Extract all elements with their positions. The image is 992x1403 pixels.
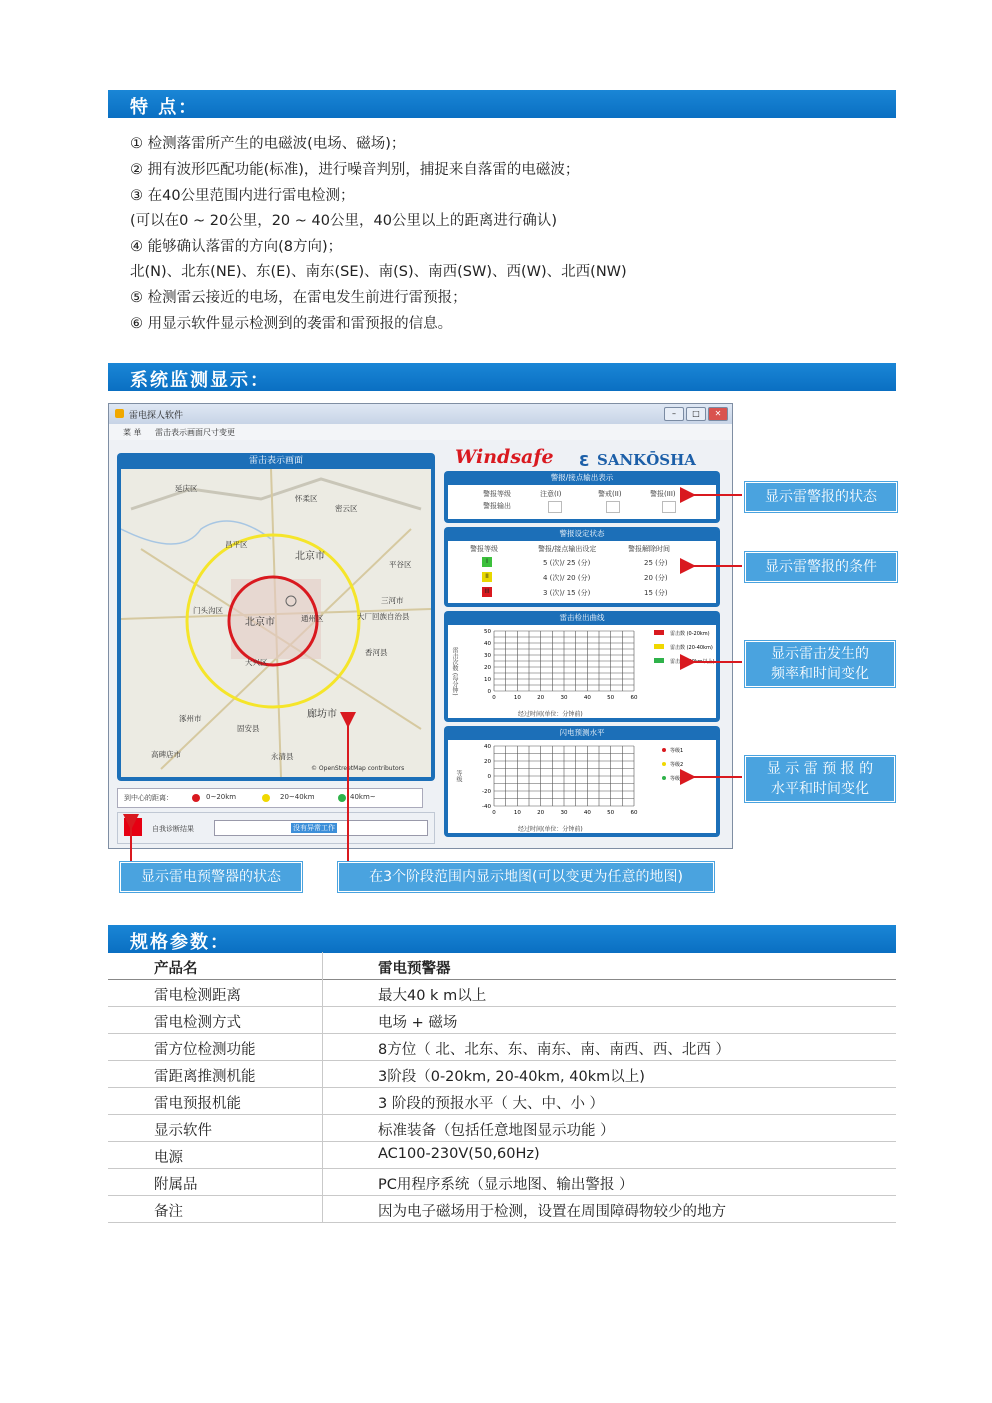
map-place-label: 昌平区 xyxy=(225,540,248,549)
y-tick-label: 10 xyxy=(484,677,491,683)
spec-key: 附属品 xyxy=(154,1177,198,1193)
level-alarm: 警报(III) xyxy=(650,490,676,498)
spec-divider xyxy=(322,1141,323,1168)
legend-label: 雷击数 (20-40km) xyxy=(670,645,713,651)
diag-label: 自我诊断结果 xyxy=(152,825,194,833)
y-tick-label: -20 xyxy=(482,789,491,795)
app-icon xyxy=(115,409,124,418)
level-badge: I xyxy=(482,557,492,567)
spec-key: 显示软件 xyxy=(154,1123,212,1139)
release-value: 20 (分) xyxy=(644,574,668,582)
x-tick-label: 30 xyxy=(560,810,568,816)
legend-dot-red xyxy=(192,794,200,802)
spec-row xyxy=(108,1168,896,1196)
x-tick-label: 10 xyxy=(513,810,521,816)
diag-value: 没有异常工作 xyxy=(293,824,335,832)
map-credit: © OpenStreetMap contributors xyxy=(311,765,405,772)
map-place-label: 高碑店市 xyxy=(151,750,181,759)
map-place-label: 香河县 xyxy=(365,648,388,657)
specs-title: 规格参数： xyxy=(130,932,230,953)
level-badge: II xyxy=(482,572,492,582)
y-tick-label: 0 xyxy=(487,774,491,780)
feature-line: ③ 在40公里范围内进行雷电检测； xyxy=(130,188,355,204)
spec-row xyxy=(108,1114,896,1142)
spec-value: 电场 + 磁场 xyxy=(378,1015,458,1031)
setting-header-level: 警报等级 xyxy=(470,545,498,553)
spec-divider xyxy=(322,1087,323,1114)
app-window-screenshot xyxy=(108,403,733,849)
x-tick-label: 0 xyxy=(492,810,496,816)
y-tick-label: 30 xyxy=(484,653,491,659)
legend-0-20: 0~20km xyxy=(206,793,237,801)
map-place-label: 大兴区 xyxy=(245,658,268,667)
y-tick-label: 20 xyxy=(484,759,491,765)
spec-row xyxy=(108,1195,896,1223)
spec-key: 雷电预报机能 xyxy=(154,1096,241,1112)
spec-value: 标准装备（包括任意地图显示功能 ） xyxy=(378,1123,615,1139)
legend-label: 雷击数 (0-20km) xyxy=(670,631,710,637)
strike-xlabel: 经过时间(单位：分钟前) xyxy=(518,711,583,718)
y-tick-label: 0 xyxy=(487,689,491,695)
spec-divider xyxy=(322,979,323,1006)
spec-divider xyxy=(322,952,323,979)
forecast-chart xyxy=(448,740,716,833)
legend-label: 等级3 xyxy=(670,776,684,782)
callout-alarm-conditions: 显示雷警报的条件 xyxy=(745,552,897,582)
spec-divider xyxy=(322,1168,323,1195)
map-panel-title: 雷击表示画面 xyxy=(248,456,303,466)
warn-setting-body xyxy=(448,541,716,603)
diag-field xyxy=(214,820,428,836)
y-tick-label: 20 xyxy=(484,665,491,671)
map-view[interactable] xyxy=(121,469,431,777)
callout-alarm-status: 显示雷警报的状态 xyxy=(745,482,897,512)
warn-output-label: 警报输出 xyxy=(483,502,511,510)
map-place-label: 北京市 xyxy=(245,617,275,628)
y-tick-label: 50 xyxy=(484,629,491,635)
spec-value: 因为电子磁场用于检测，设置在周围障碍物较少的地方 xyxy=(378,1204,726,1220)
output-box-3 xyxy=(662,501,676,513)
setting-value: 3 (次)/ 15 (分) xyxy=(543,589,591,597)
legend-marker xyxy=(654,644,664,649)
spec-key: 产品名 xyxy=(154,961,198,977)
x-tick-label: 50 xyxy=(607,695,615,701)
warn-setting-panel xyxy=(444,527,720,607)
setting-value: 4 (次)/ 20 (分) xyxy=(543,574,591,582)
spec-value: PC用程序系统（显示地图、输出警报 ） xyxy=(378,1177,634,1193)
spec-key: 雷电检测距离 xyxy=(154,988,241,1004)
feature-line: ⑤ 检测雷云接近的电场，在雷电发生前进行雷预报； xyxy=(130,290,467,306)
forecast-xlabel: 经过时间(单位：分钟前) xyxy=(518,826,583,833)
y-tick-label: -40 xyxy=(482,804,491,810)
spec-divider xyxy=(322,1033,323,1060)
maximize-button[interactable]: □ xyxy=(686,407,706,421)
sankosha-logo-icon: Ɛ xyxy=(579,452,590,470)
spec-key: 雷距离推测机能 xyxy=(154,1069,256,1085)
output-box-2 xyxy=(606,501,620,513)
spec-key: 备注 xyxy=(154,1204,183,1220)
y-tick-label: 40 xyxy=(484,641,491,647)
feature-line: (可以在0 ~ 20公里，20 ~ 40公里，40公里以上的距离进行确认) xyxy=(130,213,558,229)
warn-setting-title: 警报设定状态 xyxy=(559,529,605,538)
level-alert: 警戒(II) xyxy=(598,490,622,498)
release-value: 15 (分) xyxy=(644,589,668,597)
strike-curve-title: 雷击检出曲线 xyxy=(559,613,605,622)
windsafe-logo: Windsafe xyxy=(455,446,554,468)
map-place-label: 固安县 xyxy=(237,724,260,733)
features-header xyxy=(108,90,896,118)
spec-value: 雷电预警器 xyxy=(378,961,451,977)
map-place-label: 密云区 xyxy=(335,504,358,513)
spec-value: 3 阶段的预报水平（ 大、中、小 ） xyxy=(378,1096,605,1112)
specs-header xyxy=(108,925,896,953)
strike-chart xyxy=(448,625,716,718)
warn-level-label: 警报等级 xyxy=(483,490,511,498)
sankosha-logo: SANKŌSHA xyxy=(597,451,696,469)
map-panel xyxy=(117,453,435,781)
y-tick-label: 40 xyxy=(484,744,491,750)
app-titlebar xyxy=(109,404,732,424)
spec-row xyxy=(108,1141,896,1169)
diag-box xyxy=(117,812,435,844)
monitor-title: 系统监测显示： xyxy=(130,370,270,391)
x-tick-label: 40 xyxy=(583,695,591,701)
forecast-panel xyxy=(444,726,720,837)
feature-line: ⑥ 用显示软件显示检测到的袭雷和雷预报的信息。 xyxy=(130,316,453,332)
spec-value: 3阶段（0-20km, 20-40km, 40km以上) xyxy=(378,1069,645,1085)
legend-marker xyxy=(654,658,664,663)
callout-strike-frequency: 显示雷击发生的频率和时间变化 xyxy=(745,641,895,687)
x-tick-label: 10 xyxy=(513,695,521,701)
spec-value: 最大40 k m以上 xyxy=(378,988,487,1004)
x-tick-label: 60 xyxy=(630,810,638,816)
strike-ylabel: 雷击次数 (每分钟) xyxy=(451,647,458,696)
map-place-label: 永清县 xyxy=(271,752,294,761)
map-place-label: 大厂回族自治县 xyxy=(357,612,410,621)
forecast-ylabel: 等级 xyxy=(455,770,462,782)
monitor-header xyxy=(108,363,896,391)
spec-value: 8方位（ 北、北东、东、南东、南、南西、西、北西 ） xyxy=(378,1042,730,1058)
x-tick-label: 60 xyxy=(630,695,638,701)
legend-label: 雷击数 (40km以上) xyxy=(670,659,715,665)
strike-curve-panel xyxy=(444,611,720,722)
minimize-button[interactable]: – xyxy=(664,407,684,421)
release-value: 25 (分) xyxy=(644,559,668,567)
x-tick-label: 50 xyxy=(607,810,615,816)
distance-legend xyxy=(117,788,423,808)
legend-marker xyxy=(662,748,666,752)
forecast-body xyxy=(448,740,716,833)
distance-label: 到中心的距离： xyxy=(124,794,173,802)
strike-curve-body xyxy=(448,625,716,718)
setting-header-release: 警报解除时间 xyxy=(628,545,670,553)
spec-divider xyxy=(322,1060,323,1087)
spec-row xyxy=(108,1033,896,1061)
warn-output-body xyxy=(448,485,716,519)
legend-20-40: 20~40km xyxy=(280,793,315,801)
level-badge: III xyxy=(482,587,492,597)
setting-value: 5 (次)/ 25 (分) xyxy=(543,559,591,567)
x-tick-label: 40 xyxy=(583,810,591,816)
feature-line: ① 检测落雷所产生的电磁波(电场、磁场)； xyxy=(130,136,406,152)
legend-dot-yellow xyxy=(262,794,270,802)
callout-map-range: 在3个阶段范围内显示地图(可以变更为任意的地图) xyxy=(338,862,714,892)
legend-label: 等级2 xyxy=(670,762,684,768)
map-place-label: 涿州市 xyxy=(179,714,202,723)
spec-key: 雷电检测方式 xyxy=(154,1015,241,1031)
spec-value: AC100-230V(50,60Hz) xyxy=(378,1146,540,1162)
spec-row xyxy=(108,1087,896,1115)
spec-row xyxy=(108,979,896,1007)
setting-header-output: 警报/接点输出设定 xyxy=(538,545,597,553)
spec-divider xyxy=(322,1195,323,1222)
spec-row xyxy=(108,1060,896,1088)
legend-marker xyxy=(654,630,664,635)
map-graphic xyxy=(121,469,431,777)
alarm-status-indicator xyxy=(124,818,142,836)
spec-row xyxy=(108,952,896,980)
map-place-label: 门头沟区 xyxy=(193,606,223,615)
map-place-label: 三河市 xyxy=(381,596,404,605)
x-tick-label: 30 xyxy=(560,695,568,701)
legend-marker xyxy=(662,762,666,766)
feature-line: ④ 能够确认落雷的方向(8方向)； xyxy=(130,239,343,255)
legend-marker xyxy=(662,776,666,780)
app-menubar xyxy=(109,424,732,440)
warn-output-title: 警报/接点输出表示 xyxy=(550,473,614,482)
x-tick-label: 20 xyxy=(537,810,545,816)
feature-line: 北(N)、北东(NE)、东(E)、南东(SE)、南(S)、南西(SW)、西(W)、北西(NW) xyxy=(130,264,627,280)
level-caution: 注意(I) xyxy=(540,490,562,498)
spec-divider xyxy=(322,1006,323,1033)
map-place-label: 怀柔区 xyxy=(295,494,318,503)
map-place-label: 平谷区 xyxy=(389,560,412,569)
feature-line: ② 拥有波形匹配功能(标准)，进行噪音判别，捕捉来自落雷的电磁波； xyxy=(130,162,580,178)
map-place-label: 廊坊市 xyxy=(307,709,337,720)
map-place-label: 北京市 xyxy=(295,551,325,562)
x-tick-label: 0 xyxy=(492,695,496,701)
app-title: 雷电探人软件 xyxy=(129,411,184,421)
x-tick-label: 20 xyxy=(537,695,545,701)
menu-item-menu[interactable]: 菜 单 xyxy=(123,428,142,437)
map-place-label: 延庆区 xyxy=(175,484,198,493)
menu-item-resize[interactable]: 雷击表示画面尺寸变更 xyxy=(155,428,235,437)
output-box-1 xyxy=(548,501,562,513)
spec-row xyxy=(108,1006,896,1034)
close-button[interactable]: ✕ xyxy=(708,407,728,421)
callout-forecast-level: 显 示 雷 预 报 的水平和时间变化 xyxy=(745,756,895,802)
spec-key: 电源 xyxy=(154,1150,183,1166)
forecast-title: 闪电预测水平 xyxy=(559,728,605,737)
legend-dot-green xyxy=(338,794,346,802)
legend-label: 等级1 xyxy=(670,748,684,754)
map-place-label: 通州区 xyxy=(301,614,324,623)
warn-output-panel xyxy=(444,471,720,523)
features-title: 特 点： xyxy=(130,97,199,118)
callout-device-status: 显示雷电预警器的状态 xyxy=(120,862,302,892)
legend-40plus: 40km~ xyxy=(350,793,376,801)
spec-divider xyxy=(322,1114,323,1141)
spec-key: 雷方位检测功能 xyxy=(154,1042,256,1058)
